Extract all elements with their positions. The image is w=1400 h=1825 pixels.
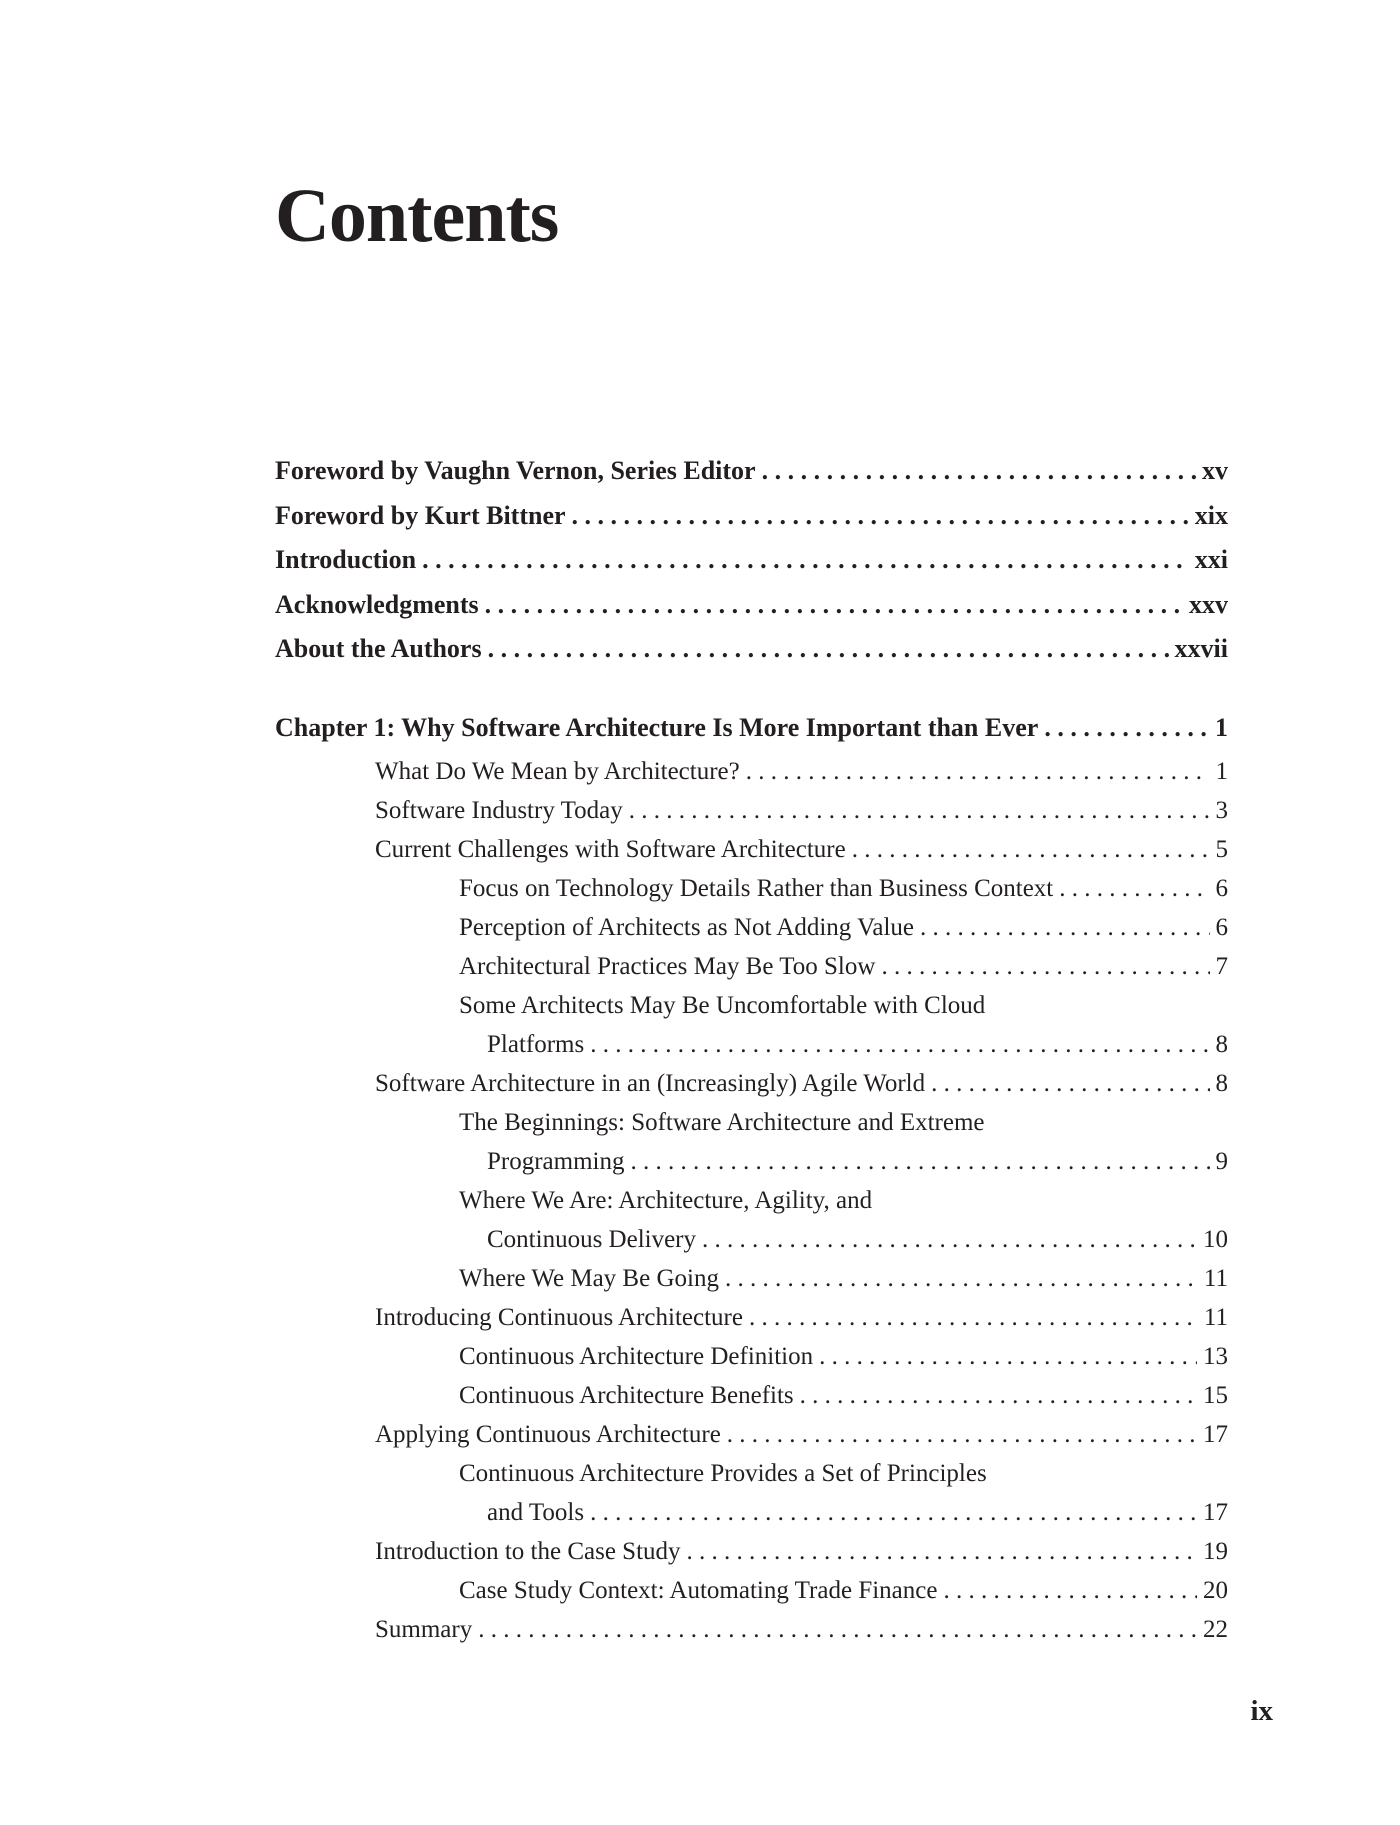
toc-entry-label: Software Architecture in an (Increasingly) Agile World [375, 1070, 926, 1097]
toc-entry-page: 17 [1203, 1421, 1228, 1448]
toc-subsection[interactable] [459, 1379, 1228, 1413]
leader-dots [478, 1613, 1197, 1647]
leader-dots [931, 1067, 1209, 1101]
toc-entry-page: 5 [1215, 836, 1228, 863]
leader-dots [687, 1535, 1197, 1569]
toc-entry-page: xv [1202, 456, 1228, 485]
leader-dots [881, 950, 1209, 984]
toc-entry-label: Where We May Be Going [459, 1265, 719, 1292]
toc-section[interactable] [375, 794, 1228, 828]
toc-entry-label: Introducing Continuous Architecture [375, 1304, 743, 1331]
toc-entry-page: xxvii [1174, 634, 1228, 663]
toc-entry-label: Programming [487, 1148, 625, 1175]
toc-entry-label: Foreword by Vaughn Vernon, Series Editor [275, 456, 756, 485]
toc-entry-label: Introduction to the Case Study [375, 1538, 681, 1565]
toc-entry-page: 9 [1215, 1148, 1228, 1175]
toc-entry-page: 11 [1203, 1265, 1228, 1292]
toc-subsection[interactable] [487, 1145, 1228, 1179]
toc-entry-page: 8 [1215, 1070, 1228, 1097]
toc-entry-label: Architectural Practices May Be Too Slow [459, 953, 876, 980]
toc-section[interactable] [375, 1613, 1228, 1647]
toc-entry-page: 19 [1203, 1538, 1228, 1565]
toc-section[interactable] [375, 1418, 1228, 1452]
leader-dots [727, 1418, 1197, 1452]
toc-entry-page: 1 [1215, 713, 1228, 742]
toc-entry-page: xix [1194, 501, 1228, 530]
toc-entry-label: Continuous Architecture Benefits [459, 1382, 794, 1409]
page-title: Contents [275, 174, 559, 258]
toc-entry-page: 22 [1203, 1616, 1228, 1643]
toc-subsection[interactable] [459, 1262, 1228, 1296]
toc-entry-page: xxi [1194, 545, 1228, 574]
toc-section[interactable] [375, 1301, 1228, 1335]
toc-entry-chapter-1[interactable] [275, 711, 1228, 745]
toc-entry-about-authors[interactable] [275, 632, 1228, 666]
toc-subsection[interactable] [487, 1223, 1228, 1257]
toc-entry-label: Platforms [487, 1031, 585, 1058]
leader-dots [749, 1301, 1198, 1335]
toc-subsection[interactable] [487, 1028, 1228, 1062]
toc-entry-label: Applying Continuous Architecture [375, 1421, 721, 1448]
toc-entry-page: xxv [1189, 590, 1228, 619]
toc-section[interactable] [375, 833, 1228, 867]
toc-entry-label: Foreword by Kurt Bittner [275, 501, 566, 530]
toc-entry-foreword-bittner[interactable] [275, 499, 1228, 533]
toc-entry-label: Software Industry Today [375, 797, 623, 824]
toc-entry-introduction[interactable] [275, 543, 1228, 577]
toc-entry-label: Introduction [275, 545, 417, 574]
toc-entry-page: 6 [1215, 875, 1228, 902]
toc-entry-page: 15 [1203, 1382, 1228, 1409]
toc-subsection[interactable] [459, 1340, 1228, 1374]
toc-entry-label: Continuous Delivery [487, 1226, 697, 1253]
toc-entry-label: Current Challenges with Software Architecture [375, 836, 846, 863]
leader-dots [819, 1340, 1197, 1374]
toc-entry-label: Chapter 1: Why Software Architecture Is More Important than Ever [275, 713, 1039, 742]
leader-dots [1059, 872, 1209, 906]
toc-subsection[interactable] [487, 1496, 1228, 1530]
toc-entry-page: 20 [1203, 1577, 1228, 1604]
toc-entry-acknowledgments[interactable] [275, 588, 1228, 622]
toc-entry-page: 8 [1215, 1031, 1228, 1058]
toc-entry-label: About the Authors [275, 634, 482, 663]
toc-subsection-label-line1[interactable]: The Beginnings: Software Architecture and Extreme [459, 1109, 985, 1136]
toc-entry-label: What Do We Mean by Architecture? [375, 758, 740, 785]
leader-dots [762, 454, 1196, 488]
leader-dots [629, 794, 1210, 828]
toc-section[interactable] [375, 1535, 1228, 1569]
leader-dots [702, 1223, 1197, 1257]
toc-entry-label: Continuous Architecture Definition [459, 1343, 814, 1370]
toc-entry-label: Acknowledgments [275, 590, 479, 619]
toc-entry-page: 3 [1215, 797, 1228, 824]
leader-dots [485, 588, 1183, 622]
toc-entry-page: 11 [1203, 1304, 1228, 1331]
toc-subsection[interactable] [459, 950, 1228, 984]
leader-dots [590, 1028, 1209, 1062]
toc-entry-label: Case Study Context: Automating Trade Finance [459, 1577, 938, 1604]
toc-section[interactable] [375, 1067, 1228, 1101]
toc-subsection-label-line1[interactable]: Continuous Architecture Provides a Set of Principles [459, 1460, 987, 1487]
toc-subsection[interactable] [459, 911, 1228, 945]
toc-subsection-label-line1[interactable]: Where We Are: Architecture, Agility, and [459, 1187, 873, 1214]
leader-dots [746, 755, 1210, 789]
toc-entry-label: Summary [375, 1616, 473, 1643]
page-number: ix [1250, 1695, 1273, 1727]
leader-dots [572, 499, 1189, 533]
leader-dots [725, 1262, 1198, 1296]
toc-entry-label: and Tools [487, 1499, 585, 1526]
toc-entry-page: 10 [1203, 1226, 1228, 1253]
toc-entry-label: Focus on Technology Details Rather than Business Context [459, 875, 1054, 902]
leader-dots [943, 1574, 1197, 1608]
toc-entry-foreword-vernon[interactable] [275, 454, 1228, 488]
leader-dots [852, 833, 1210, 867]
leader-dots [422, 543, 1189, 577]
toc-entry-page: 17 [1203, 1499, 1228, 1526]
leader-dots [920, 911, 1209, 945]
toc-entry-page: 7 [1215, 953, 1228, 980]
leader-dots [631, 1145, 1210, 1179]
toc-entry-page: 1 [1215, 758, 1228, 785]
toc-entry-page: 13 [1203, 1343, 1228, 1370]
leader-dots [590, 1496, 1197, 1530]
toc-subsection-label-line1[interactable]: Some Architects May Be Uncomfortable with Cloud [459, 992, 986, 1019]
toc-section[interactable] [375, 755, 1228, 789]
toc-entry-page: 6 [1215, 914, 1228, 941]
leader-dots [1044, 711, 1209, 745]
toc-subsection[interactable] [459, 872, 1228, 906]
toc-subsection[interactable] [459, 1574, 1228, 1608]
leader-dots [800, 1379, 1197, 1413]
leader-dots [488, 632, 1169, 666]
toc-entry-label: Perception of Architects as Not Adding Value [459, 914, 915, 941]
